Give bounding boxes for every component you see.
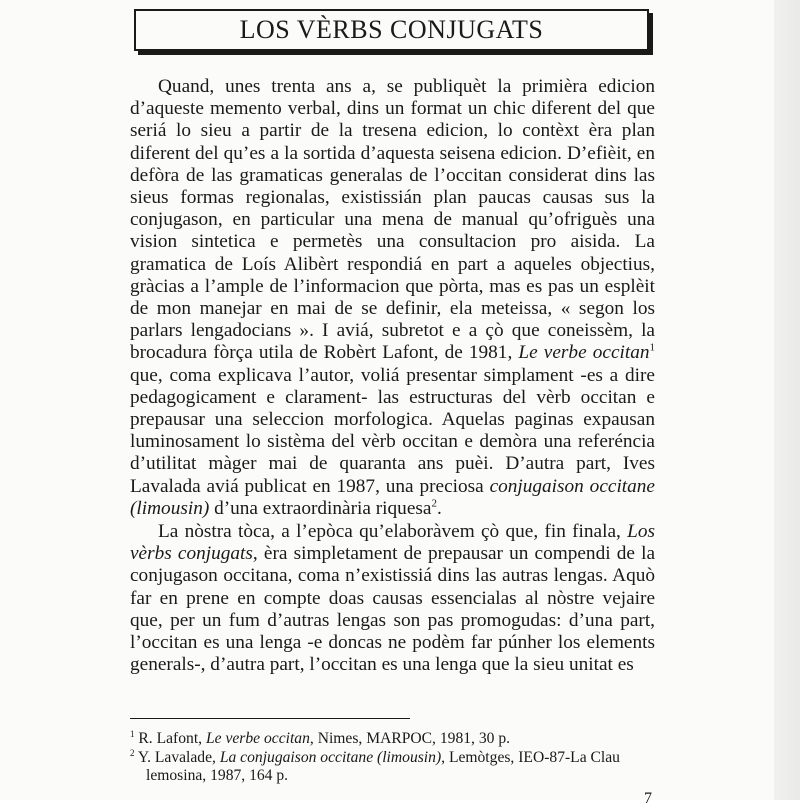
footnote-number: 2	[130, 747, 135, 758]
footnote-ref-1[interactable]: 1	[649, 342, 656, 355]
p2-text-2: , èra simpletament de prepausar un compendi de la conjugason occitana, coma n’existissiá dins las autras lengas. Aquò far en prene en compte doas causas essencialas al nòstre vejaire que, per un fum d’autras lengas son pas promogudas: d’una part, l’occitan es una lenga -e doncas ne podèm far púnher los elements generals-, d’autra part, l’occitan es una lenga que la sieu unitat es	[130, 543, 655, 676]
footnote-divider	[130, 718, 410, 719]
footnote-text: R. Lafont,	[134, 730, 206, 747]
p1-text-1: Quand, unes trenta ans a, se publiquèt la primièra edicion d’aqueste memento verbal, dins un format un chic diferent del que seriá lo sieu a partir de la tresena edicion, lo contèxt èra plan diferent del qu’es a la sortida d’aquesta seisena edicion. D’efièit, en defòra de las gramaticas generalas de l’occitan considerat dins las sieus formas regionalas, existissián plan paucas causas sus la conjugason, en particular una mena de manual qu’ofriguès una vision sintetica e permetès una consultacion pro aisida. La gramatica de Loís Alibèrt respondiá en part a aqueles objectius, gràcias a l’ample de l’informacion que pòrta, mas es pas un esplèit de mon manejar en mai de se definir, ela meteissa, « segon los parlars lengadocians ». I aviá, subretot e a çò que coneissèm, la brocadura fòrça utila de Robèrt Lafont, de 1981,	[130, 76, 655, 364]
footnote-text: Y. Lavalade,	[134, 749, 220, 766]
p1-italic-2: conjugaison occitane (limousin)	[130, 475, 655, 519]
chapter-title: LOS VÈRBS CONJUGATS	[239, 15, 544, 44]
footnote-ref-2[interactable]: 2	[431, 497, 437, 510]
body-text	[130, 76, 655, 676]
p1-text-2: que, coma explicava l’autor, voliá presentar simplament -es a dire pedagogicament e clarament- las estructuras del vèrb occitan e prepausar una seleccion morfologica. Aquelas paginas expausan luminosament lo sistèma del vèrb occitan e demòra una referéncia d’utilitat màger mai de quaranta ans puèi. D’autra part, Ives Lavalada aviá publicat en 1987, una preciosa	[130, 364, 655, 497]
p1-text-4: .	[436, 497, 442, 519]
next-page-edge	[774, 0, 800, 800]
page-number: 7	[644, 790, 652, 807]
paragraph-2	[130, 521, 655, 676]
chapter-title-box	[134, 9, 649, 51]
p1-text-3: d’una extraordinària riquesa	[209, 497, 432, 519]
footnote-italic: La conjugaison occitane (limousin)	[219, 749, 442, 766]
footnote-italic: Le verbe occitan	[205, 730, 310, 747]
p1-italic-1: Le verbe occitan	[518, 342, 650, 364]
footnote-number: 1	[130, 728, 135, 739]
footnote-text: , Lemòtges, IEO-87-La Clau lemosina, 1987, 164 p.	[146, 749, 620, 784]
footnote-text: , Nimes, MARPOC, 1981, 30 p.	[309, 730, 511, 747]
footnote-2	[130, 749, 658, 785]
paragraph-1	[130, 76, 655, 520]
footnote-1	[130, 730, 658, 748]
p2-text-1: La nòstra tòca, a l’epòca qu’elaboràvem çò que, fin finala,	[158, 521, 628, 543]
footnotes	[130, 730, 658, 786]
p2-italic-1: Los vèrbs conjugats	[130, 521, 655, 565]
